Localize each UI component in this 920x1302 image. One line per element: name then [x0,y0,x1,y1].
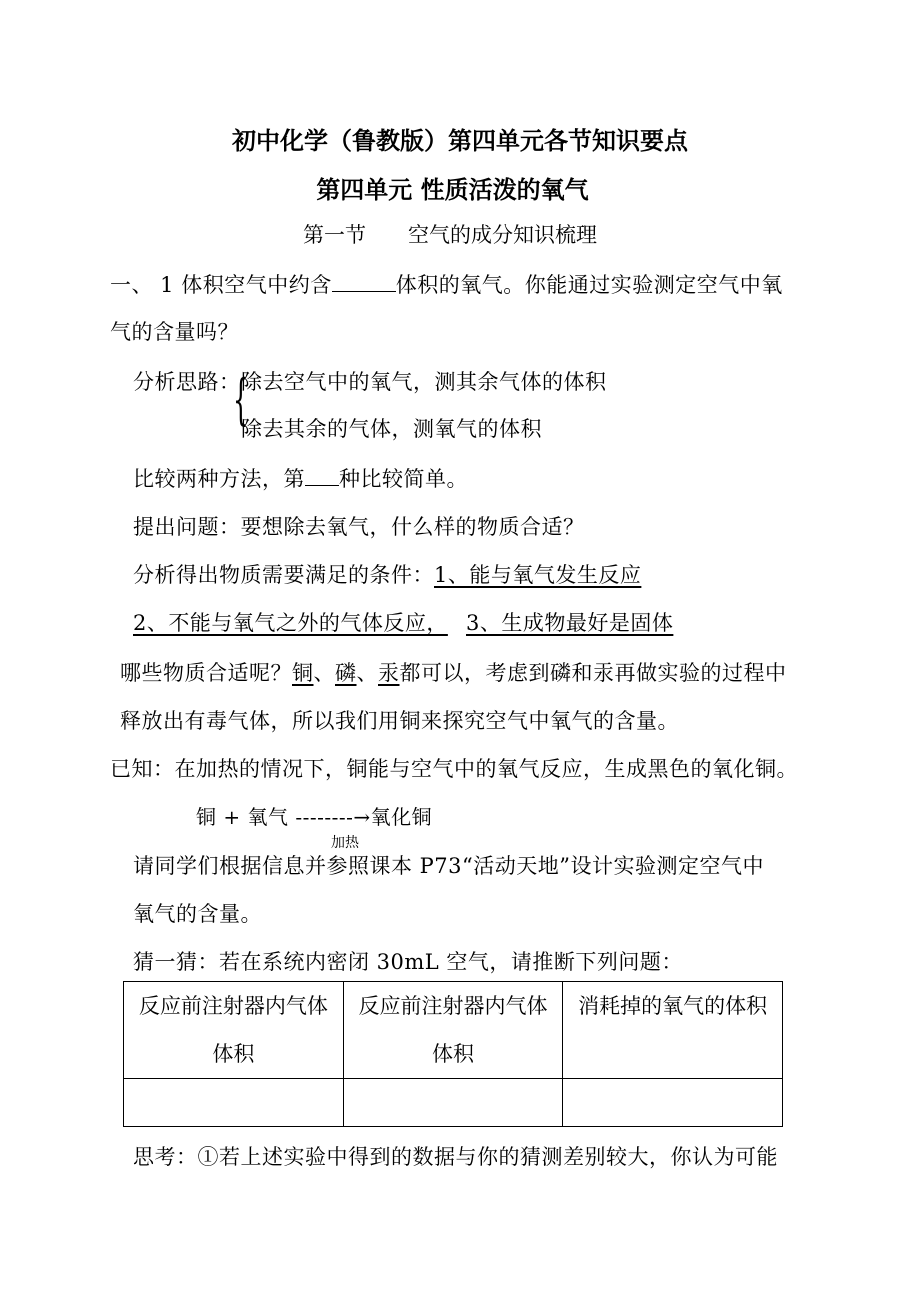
table-header-cell [563,982,783,1079]
answer-table [123,981,783,1127]
header-line: 消耗掉的氧气的体积 [578,994,768,1018]
think-line: 思考：①若上述实验中得到的数据与你的猜测差别较大，你认为可能 [133,1145,778,1169]
arrow-icon: → [353,805,371,829]
table-cell-input[interactable] [124,1079,344,1127]
table-header-row [124,982,783,1079]
question-line: 提出问题：要想除去氧气，什么样的物质合适？ [133,515,585,539]
conditions-prefix: 分析得出物质需要满足的条件： [133,563,434,587]
compare-line [133,463,468,493]
question-1-suffix: 体积的氧气。你能通过实验测定空气中氧 [395,273,783,297]
equation-reactants: 铜 + 氧气 -------- [196,805,354,829]
separator: 、 [356,661,378,685]
conditions-line-2 [133,607,448,637]
reaction-condition: 加热 [331,835,359,851]
question-1-line-2: 气的含量吗？ [110,320,239,344]
condition-2: 2、不能与氧气之外的气体反应， [133,611,448,635]
condition-3: 3、生成物最好是固体 [466,611,674,635]
substance-copper: 铜 [292,661,314,685]
conditions-line-2b [466,607,673,637]
which-suffix: 都可以，考虑到磷和汞再做实验的过程中 [399,661,787,685]
question-1-line-1 [110,269,783,299]
brace-symbol: { [233,368,249,431]
compare-prefix: 比较两种方法，第 [133,467,305,491]
header-line: 体积 [212,1042,255,1066]
which-prefix: 哪些物质合适呢？ [120,661,292,685]
analysis-option-2: 除去其余的气体，测氧气的体积 [241,417,542,441]
substance-mercury: 汞 [378,661,400,685]
design-line-1: 请同学们根据信息并参照课本 P73“活动天地”设计实验测定空气中 [133,854,764,878]
table-row [124,1079,783,1127]
compare-suffix: 种比较简单。 [339,467,468,491]
substance-phosphorus: 磷 [335,661,357,685]
analysis-label: 分析思路： [133,370,241,394]
guess-line: 猜一猜：若在系统内密闭 30mL 空气，请推断下列问题： [133,950,683,974]
table-cell-input[interactable] [343,1079,563,1127]
table-header-cell [124,982,344,1079]
document-title: 初中化学（鲁教版）第四单元各节知识要点 [232,127,688,155]
header-line: 体积 [431,1042,474,1066]
separator: 、 [313,661,335,685]
answer-blank [332,290,396,292]
section-title: 第一节 空气的成分知识梳理 [303,223,597,247]
table-cell-input[interactable] [563,1079,783,1127]
conditions-line-1 [133,559,641,589]
equation [196,801,432,830]
unit-title: 第四单元 性质活泼的氧气 [316,176,589,204]
header-line: 反应前注射器内气体 [138,994,328,1018]
which-line-1 [120,657,787,687]
design-line-2: 氧气的含量。 [133,902,262,926]
analysis-option-1: 除去空气中的氧气，测其余气体的体积 [241,370,607,394]
which-line-2: 释放出有毒气体，所以我们用铜来探究空气中氧气的含量。 [120,709,679,733]
condition-1: 1、能与氧气发生反应 [434,563,642,587]
table-header-cell [343,982,563,1079]
equation-product: 氧化铜 [370,805,433,829]
known-line: 已知：在加热的情况下，铜能与空气中的氧气反应，生成黑色的氧化铜。 [110,757,798,781]
answer-blank [305,484,339,486]
header-line: 反应前注射器内气体 [358,994,548,1018]
question-1-prefix: 一、 1 体积空气中约含 [110,273,332,297]
